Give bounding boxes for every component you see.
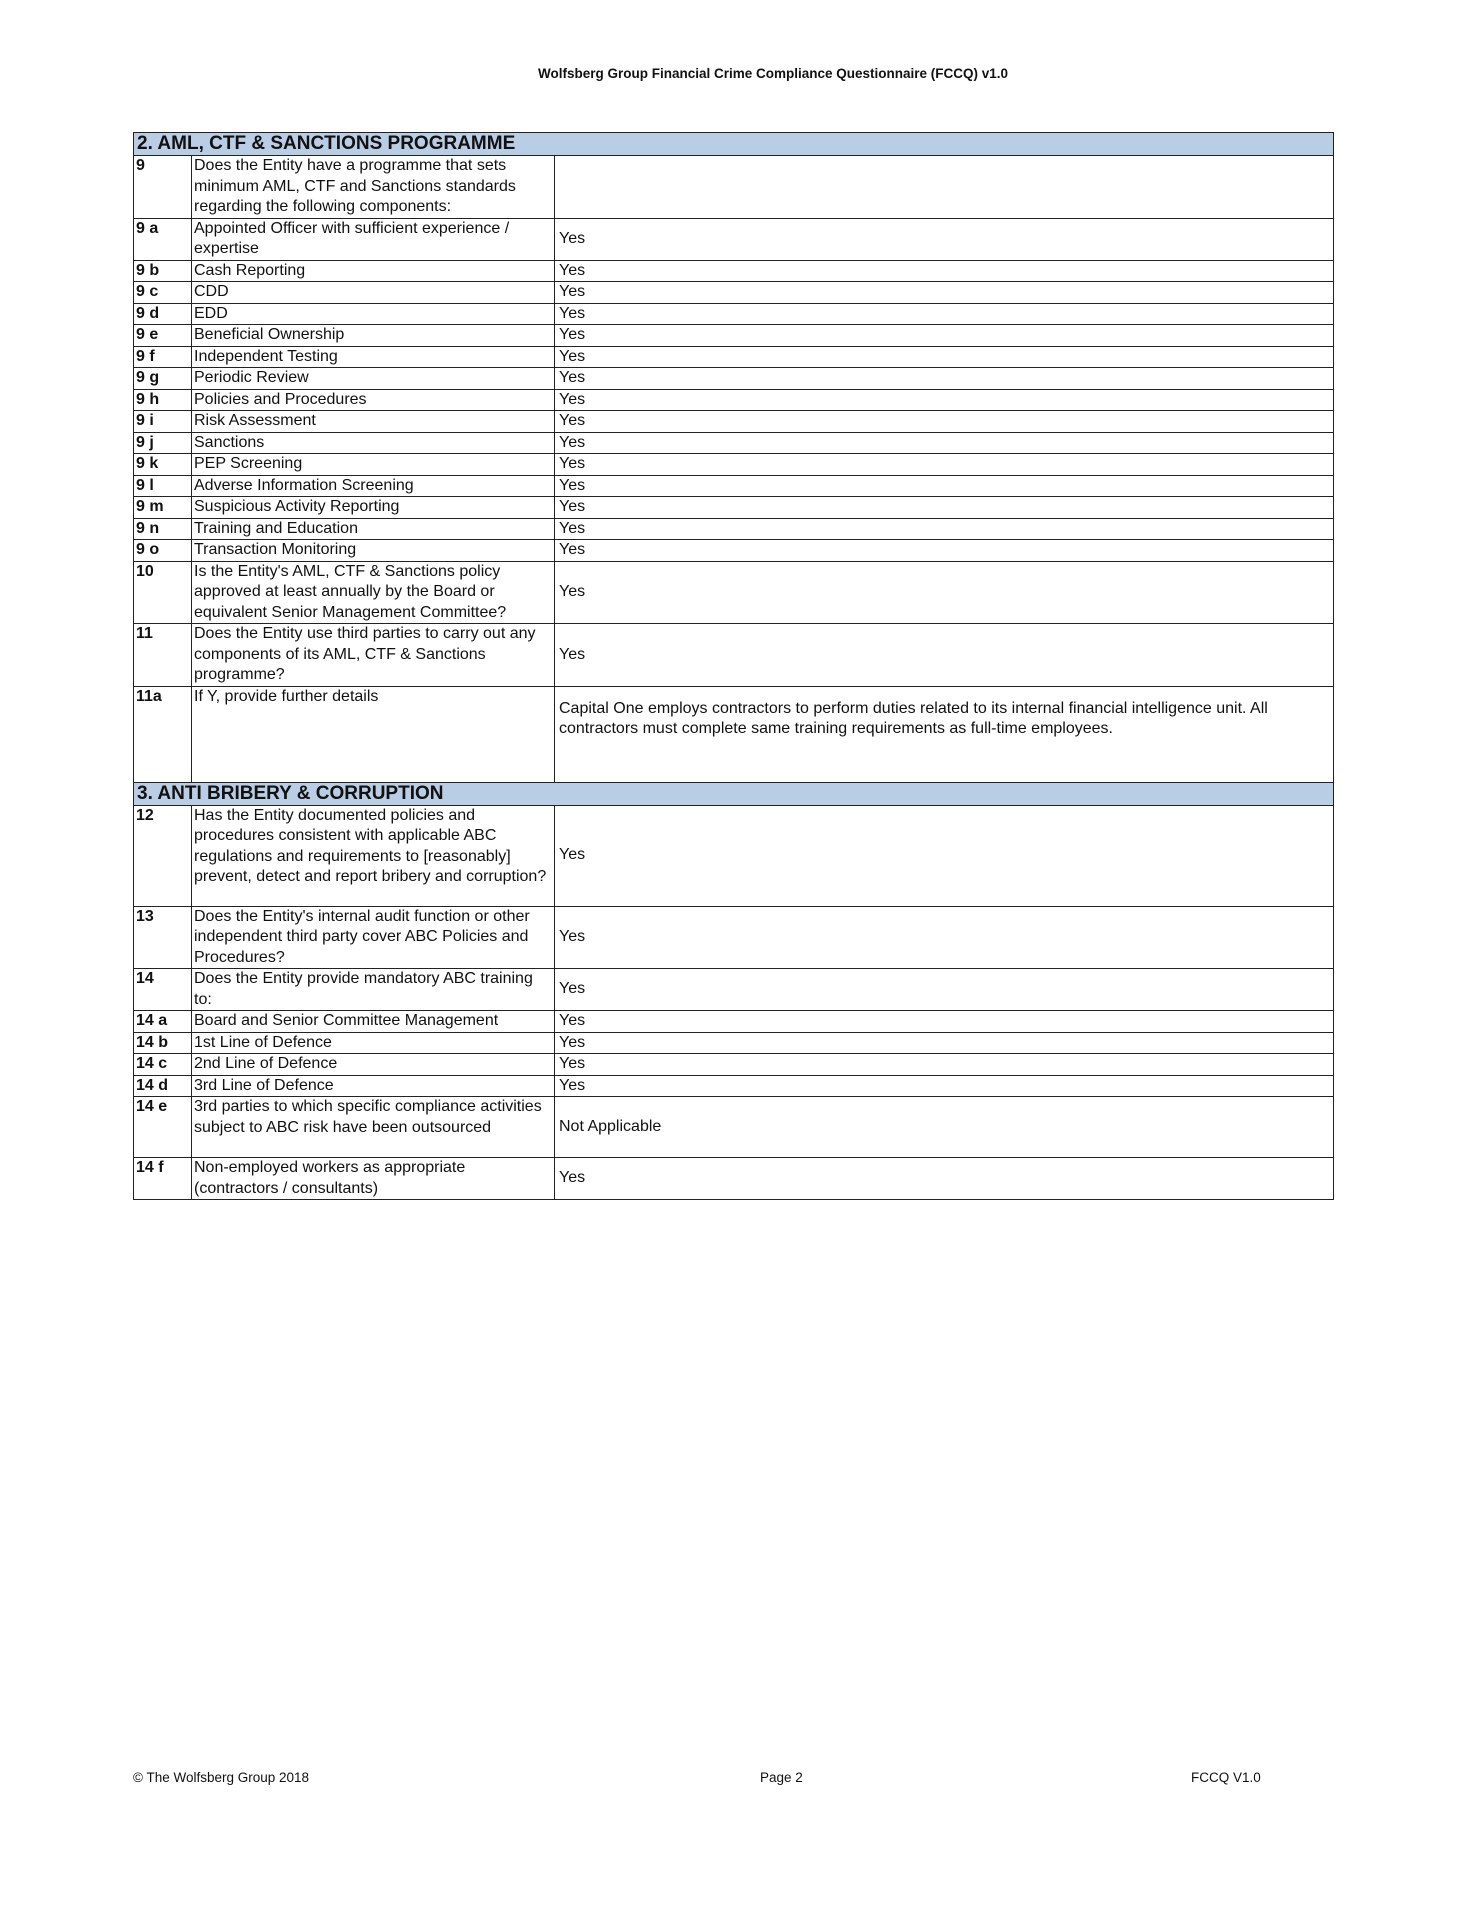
answer-cell: Yes <box>555 475 1334 497</box>
answer-cell: Yes <box>555 325 1334 347</box>
question-row <box>134 540 1334 562</box>
question-text: Does the Entity provide mandatory ABC training to: <box>192 969 555 1011</box>
question-number: 14 b <box>134 1032 192 1054</box>
answer-cell: Yes <box>555 805 1334 906</box>
answer-cell: Yes <box>555 218 1334 260</box>
question-row <box>134 624 1334 687</box>
question-row <box>134 518 1334 540</box>
footer-page-number: Page 2 <box>760 1770 803 1785</box>
question-text: 3rd parties to which specific compliance activities subject to ABC risk have been outsourced <box>192 1097 555 1158</box>
question-text: Is the Entity's AML, CTF & Sanctions policy approved at least annually by the Board or equivalent Senior Management Committee? <box>192 561 555 624</box>
question-row <box>134 805 1334 906</box>
answer-cell: Yes <box>555 368 1334 390</box>
question-number: 14 f <box>134 1158 192 1200</box>
answer-cell: Yes <box>555 1075 1334 1097</box>
answer-cell: Yes <box>555 540 1334 562</box>
question-number: 9 l <box>134 475 192 497</box>
document-header: Wolfsberg Group Financial Crime Compliance Questionnaire (FCCQ) v1.0 <box>537 66 1009 81</box>
answer-cell: Yes <box>555 906 1334 969</box>
question-row <box>134 218 1334 260</box>
answer-cell: Yes <box>555 303 1334 325</box>
answer-cell: Yes <box>555 561 1334 624</box>
question-text: Training and Education <box>192 518 555 540</box>
question-number: 9 m <box>134 497 192 519</box>
question-text: Transaction Monitoring <box>192 540 555 562</box>
question-row <box>134 1097 1334 1158</box>
question-number: 9 a <box>134 218 192 260</box>
question-row <box>134 260 1334 282</box>
answer-cell: Yes <box>555 346 1334 368</box>
question-row <box>134 475 1334 497</box>
question-row <box>134 411 1334 433</box>
question-row <box>134 969 1334 1011</box>
question-text: Suspicious Activity Reporting <box>192 497 555 519</box>
section-header <box>134 782 1334 805</box>
question-row <box>134 1011 1334 1033</box>
answer-cell: Yes <box>555 432 1334 454</box>
answer-cell: Yes <box>555 282 1334 304</box>
question-row <box>134 906 1334 969</box>
question-row <box>134 454 1334 476</box>
question-row <box>134 561 1334 624</box>
question-text: Board and Senior Committee Management <box>192 1011 555 1033</box>
answer-cell: Capital One employs contractors to perform duties related to its internal financial intelligence unit. All contractors must complete same training requirements as full-time employees. <box>555 686 1334 782</box>
section-header <box>134 133 1334 156</box>
question-text: Policies and Procedures <box>192 389 555 411</box>
question-number: 9 j <box>134 432 192 454</box>
answer-cell: Yes <box>555 1011 1334 1033</box>
question-row <box>134 497 1334 519</box>
question-text: Does the Entity have a programme that sets minimum AML, CTF and Sanctions standards regarding the following components: <box>192 156 555 219</box>
question-number: 13 <box>134 906 192 969</box>
question-text: CDD <box>192 282 555 304</box>
question-number: 9 h <box>134 389 192 411</box>
question-text: 3rd Line of Defence <box>192 1075 555 1097</box>
question-row <box>134 325 1334 347</box>
section-title: 3. ANTI BRIBERY & CORRUPTION <box>134 782 1334 805</box>
question-row <box>134 389 1334 411</box>
question-row <box>134 1158 1334 1200</box>
question-number: 9 k <box>134 454 192 476</box>
question-number: 14 d <box>134 1075 192 1097</box>
question-text: Beneficial Ownership <box>192 325 555 347</box>
question-row <box>134 1032 1334 1054</box>
question-text: EDD <box>192 303 555 325</box>
question-text: Risk Assessment <box>192 411 555 433</box>
answer-cell: Yes <box>555 411 1334 433</box>
answer-cell: Yes <box>555 969 1334 1011</box>
answer-cell: Yes <box>555 454 1334 476</box>
question-text: Independent Testing <box>192 346 555 368</box>
question-row <box>134 346 1334 368</box>
answer-cell: Yes <box>555 260 1334 282</box>
question-number: 14 e <box>134 1097 192 1158</box>
question-row <box>134 303 1334 325</box>
question-text: Sanctions <box>192 432 555 454</box>
answer-cell: Yes <box>555 1158 1334 1200</box>
footer-copyright: © The Wolfsberg Group 2018 <box>133 1770 310 1785</box>
answer-cell: Yes <box>555 1054 1334 1076</box>
question-number: 14 a <box>134 1011 192 1033</box>
question-row <box>134 1075 1334 1097</box>
question-number: 11a <box>134 686 192 782</box>
question-number: 9 i <box>134 411 192 433</box>
question-text: Non-employed workers as appropriate (contractors / consultants) <box>192 1158 555 1200</box>
question-text: 2nd Line of Defence <box>192 1054 555 1076</box>
question-number: 9 e <box>134 325 192 347</box>
question-number: 11 <box>134 624 192 687</box>
question-text: Appointed Officer with sufficient experience / expertise <box>192 218 555 260</box>
question-number: 9 g <box>134 368 192 390</box>
question-text: 1st Line of Defence <box>192 1032 555 1054</box>
question-text: If Y, provide further details <box>192 686 555 782</box>
question-number: 9 c <box>134 282 192 304</box>
question-number: 12 <box>134 805 192 906</box>
footer-version: FCCQ V1.0 <box>1191 1770 1261 1785</box>
question-number: 14 <box>134 969 192 1011</box>
question-number: 14 c <box>134 1054 192 1076</box>
question-row <box>134 156 1334 219</box>
question-number: 9 n <box>134 518 192 540</box>
question-row <box>134 432 1334 454</box>
question-row <box>134 1054 1334 1076</box>
question-text: Does the Entity use third parties to carry out any components of its AML, CTF & Sanctions programme? <box>192 624 555 687</box>
question-number: 9 <box>134 156 192 219</box>
answer-cell: Yes <box>555 497 1334 519</box>
answer-cell: Yes <box>555 1032 1334 1054</box>
answer-cell: Yes <box>555 624 1334 687</box>
question-text: Adverse Information Screening <box>192 475 555 497</box>
question-number: 9 f <box>134 346 192 368</box>
question-number: 9 b <box>134 260 192 282</box>
question-number: 9 o <box>134 540 192 562</box>
section-title: 2. AML, CTF & SANCTIONS PROGRAMME <box>134 133 1334 156</box>
question-row <box>134 282 1334 304</box>
answer-cell: Yes <box>555 518 1334 540</box>
questionnaire-table <box>133 132 1334 1200</box>
answer-cell: Not Applicable <box>555 1097 1334 1158</box>
question-number: 9 d <box>134 303 192 325</box>
question-row <box>134 686 1334 782</box>
question-text: Cash Reporting <box>192 260 555 282</box>
question-row <box>134 368 1334 390</box>
question-number: 10 <box>134 561 192 624</box>
question-text: Periodic Review <box>192 368 555 390</box>
question-text: Does the Entity's internal audit function or other independent third party cover ABC Policies and Procedures? <box>192 906 555 969</box>
question-text: PEP Screening <box>192 454 555 476</box>
answer-cell <box>555 156 1334 219</box>
answer-cell: Yes <box>555 389 1334 411</box>
question-text: Has the Entity documented policies and procedures consistent with applicable ABC regulations and requirements to [reasonably] prevent, detect and report bribery and corruption? <box>192 805 555 906</box>
